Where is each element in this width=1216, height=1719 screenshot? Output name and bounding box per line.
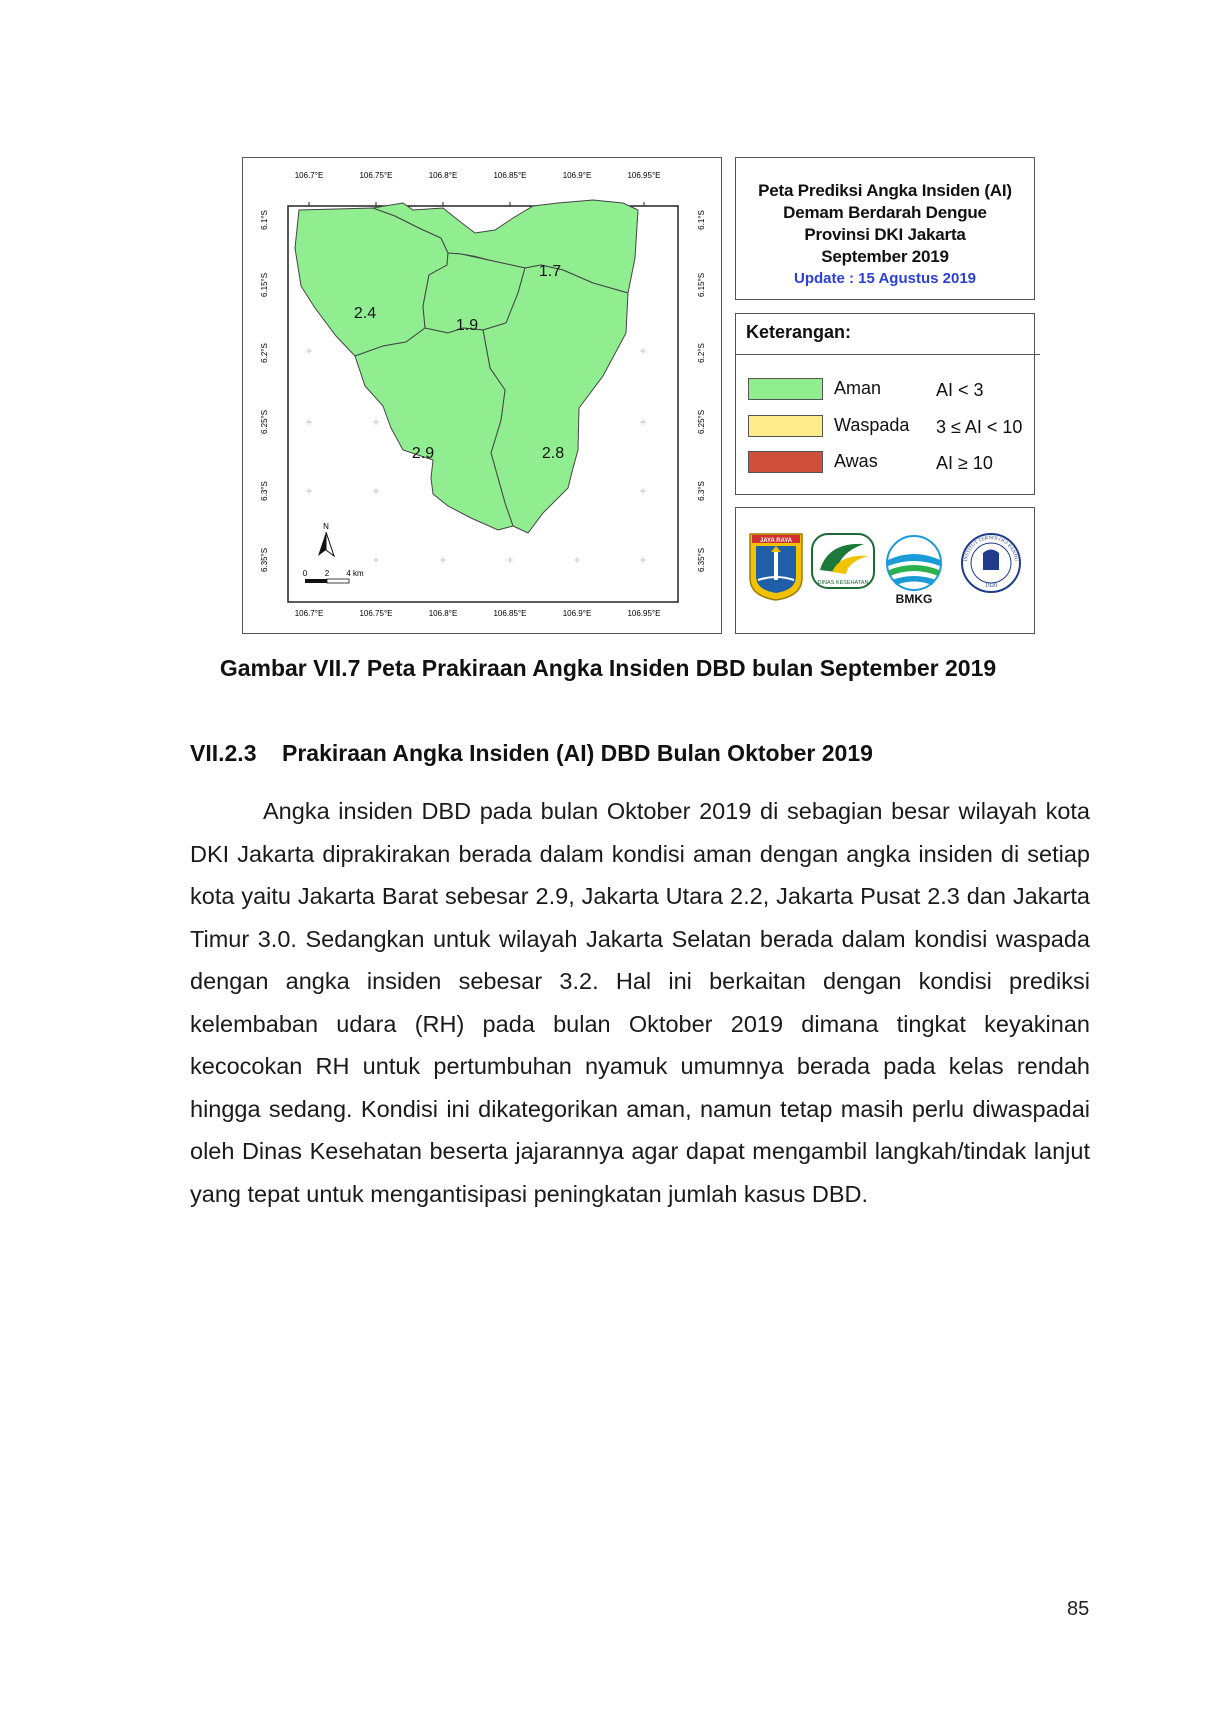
svg-text:4 km: 4 km bbox=[346, 569, 364, 578]
region-label-jakarta-utara: 1.7 bbox=[538, 263, 562, 280]
lon-tick-label: 106.95°E bbox=[627, 171, 661, 180]
svg-text:N: N bbox=[323, 522, 329, 531]
legend-title: Keterangan: bbox=[746, 322, 852, 342]
map-title-line: Provinsi DKI Jakarta bbox=[804, 225, 966, 244]
lat-tick-label: 6.3°S bbox=[260, 481, 269, 501]
legend-divider bbox=[736, 354, 1040, 355]
lat-tick-label: 6.15°S bbox=[260, 272, 269, 298]
map-title-line: September 2019 bbox=[821, 247, 949, 266]
region-label-jakarta-barat: 2.4 bbox=[353, 305, 377, 322]
section-title: Prakiraan Angka Insiden (AI) DBD Bulan Oktober 2019 bbox=[282, 740, 873, 766]
svg-text:INSTITUT TEKNOLOGI BANDUNG: INSTITUT TEKNOLOGI BANDU bbox=[964, 535, 1018, 562]
section-heading bbox=[190, 740, 873, 767]
map-title-line: Demam Berdarah Dengue bbox=[783, 203, 987, 222]
lon-ticks-top bbox=[295, 171, 661, 206]
lon-tick-label: 106.8°E bbox=[428, 171, 458, 180]
lon-tick-label: 106.7°E bbox=[294, 609, 324, 618]
lon-ticks-bottom bbox=[295, 609, 661, 618]
legend-range-waspada: 3 ≤ AI < 10 bbox=[936, 417, 1023, 437]
lat-tick-label: 6.1°S bbox=[260, 210, 269, 230]
lon-tick-label: 106.85°E bbox=[493, 609, 527, 618]
region-label-jakarta-timur: 2.8 bbox=[541, 445, 565, 462]
svg-text:1920: 1920 bbox=[985, 583, 997, 589]
dengue-map bbox=[243, 158, 723, 635]
lat-tick-label: 6.3°S bbox=[697, 481, 706, 501]
lat-tick-label: 6.2°S bbox=[697, 343, 706, 363]
svg-text:DINAS KESEHATAN: DINAS KESEHATAN bbox=[817, 580, 869, 586]
lat-tick-label: 6.35°S bbox=[697, 547, 706, 573]
legend-label-waspada: Waspada bbox=[834, 415, 910, 435]
region-label-jakarta-selatan: 2.9 bbox=[411, 445, 435, 462]
legend-label-awas: Awas bbox=[834, 451, 878, 471]
legend-swatch-awas bbox=[748, 451, 823, 473]
svg-text:BMKG: BMKG bbox=[895, 592, 933, 606]
lon-tick-label: 106.8°E bbox=[428, 609, 458, 618]
map-title-box bbox=[735, 157, 1035, 300]
lon-tick-label: 106.7°E bbox=[294, 171, 324, 180]
svg-text:JAYA RAYA: JAYA RAYA bbox=[759, 538, 793, 544]
svg-text:2: 2 bbox=[324, 569, 330, 578]
dinas-kesehatan-logo-icon bbox=[812, 534, 874, 588]
lat-ticks-left bbox=[260, 210, 269, 572]
legend-range-awas: AI ≥ 10 bbox=[936, 453, 993, 473]
svg-text:0: 0 bbox=[302, 569, 308, 578]
lat-tick-label: 6.25°S bbox=[260, 409, 269, 435]
lat-tick-label: 6.25°S bbox=[697, 409, 706, 435]
lat-ticks-right bbox=[697, 210, 706, 572]
figure-caption: Gambar VII.7 Peta Prakiraan Angka Insiden DBD bulan September 2019 bbox=[219, 655, 997, 681]
body-paragraph: Angka insiden DBD pada bulan Oktober 2019 di sebagian besar wilayah kota DKI Jakarta diprakirakan berada dalam kondisi aman dengan angka insiden di setiap kota yaitu Jakarta Barat sebesar 2.9, Jakarta Utara 2.2, Jakarta Pusat 2.3 dan Jakarta Timur 3.0. Sedangkan untuk wilayah Jakarta Selatan berada dalam kondisi waspada dengan angka insiden sebesar 3.2. Hal ini berkaitan dengan kondisi prediksi kelembaban udara (RH) pada bulan Oktober 2019 dimana tingkat keyakinan kecocokan RH untuk pertumbuhan nyamuk umumnya berada pada kelas rendah hingga sedang. Kondisi ini dikategorikan aman, namun tetap masih perlu diwaspadai oleh Dinas Kesehatan beserta jajarannya agar dapat mengambil langkah/tindak lanjut yang tepat untuk mengantisipasi peningkatan jumlah kasus DBD. bbox=[190, 798, 1090, 1207]
lon-tick-label: 106.9°E bbox=[562, 171, 592, 180]
page-number: 85 bbox=[1067, 1598, 1090, 1620]
lon-tick-label: 106.85°E bbox=[493, 171, 527, 180]
dki-jakarta-logo-icon bbox=[750, 534, 802, 600]
logos-box bbox=[735, 507, 1035, 634]
lat-tick-label: 6.2°S bbox=[260, 343, 269, 363]
legend-swatch-aman bbox=[748, 378, 823, 400]
legend-range-aman: AI < 3 bbox=[936, 380, 984, 400]
section-number: VII.2.3 bbox=[190, 740, 257, 766]
bmkg-logo-icon bbox=[887, 536, 941, 606]
lon-tick-label: 106.9°E bbox=[562, 609, 592, 618]
lat-tick-label: 6.1°S bbox=[697, 210, 706, 230]
region-label-jakarta-pusat: 1.9 bbox=[455, 317, 479, 334]
map-panel bbox=[242, 157, 722, 634]
body-text bbox=[190, 790, 1090, 1215]
lat-tick-label: 6.35°S bbox=[260, 547, 269, 573]
lat-tick-label: 6.15°S bbox=[697, 272, 706, 298]
lon-tick-label: 106.95°E bbox=[627, 609, 661, 618]
map-title-line: Peta Prediksi Angka Insiden (AI) bbox=[758, 181, 1012, 200]
legend-label-aman: Aman bbox=[834, 378, 882, 398]
map-update-date: Update : 15 Agustus 2019 bbox=[794, 270, 976, 287]
lon-tick-label: 106.75°E bbox=[359, 609, 393, 618]
legend-swatch-waspada bbox=[748, 415, 823, 437]
legend-box bbox=[735, 313, 1035, 495]
lon-tick-label: 106.75°E bbox=[359, 171, 393, 180]
